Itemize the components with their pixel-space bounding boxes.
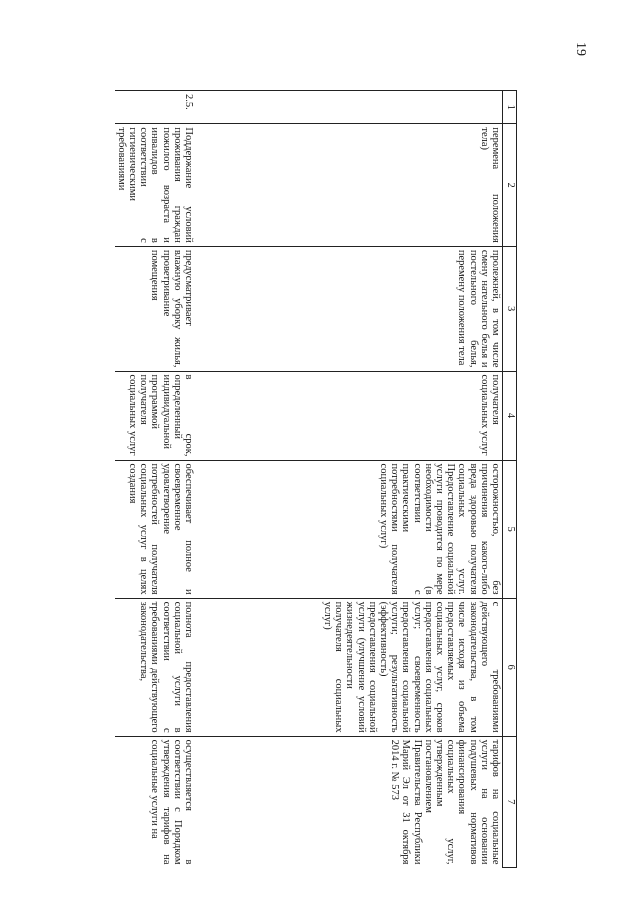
service-term: в срок, определенный индивидуальной программой получателя социальных услуг	[115, 371, 200, 460]
service-name: Поддержание условий проживания граждан пожилого возраста и инвалидов в соответствии с гигиеническими требованиями	[115, 124, 200, 246]
quality-indicators: полнота предоставления социальной услуги в соответствии с требованиями действующего законодательства,	[115, 598, 200, 736]
row-number	[200, 91, 503, 124]
service-description: предусматривает влажную уборку жилья, проветривание помещения	[115, 246, 200, 371]
quality-indicators: с требованиями действующего законодательства, в том числе исходя из объема предоставляемых социальных услуг, сроков предоставления социальных услуг; своевременность предоставления социальной услуги; результативность (эффективность) предоставления социальной услуги (улучшение условий жизнедеятельности получателя социальных услуг)	[200, 598, 503, 736]
funding-conditions: осуществляется в соответствии с Порядком утверждения тарифов на социальные услуги на	[115, 736, 200, 867]
header-cell: 1	[503, 91, 517, 124]
service-description: пролежней, в том числе смену нательного белья и постельного белья, перемену положения тела	[200, 246, 503, 371]
page-number: 19	[573, 42, 588, 56]
header-cell: 4	[503, 371, 517, 460]
service-standard: осторожностью, без причинения какого-либо вреда здоровью получателя социальных услуг. Предоставление социальной услуги проводится по мере необходимости (в соответствии с практическими потребностями получателя социальных услуг)	[200, 460, 503, 598]
service-term: получателя социальных услуг	[200, 371, 503, 460]
funding-conditions: тарифов на социальные услуги на основании подушевых нормативов финансирования социальных услуг, утвержденным постановлением Правительства Республики Марий Эл от 31 октября 2014 г. № 573	[200, 736, 503, 867]
service-standard: обеспечивает полное и своевременное удовлетворение потребностей получателя социальных услуг в целях создания	[115, 460, 200, 598]
header-cell: 2	[503, 124, 517, 246]
table-row	[200, 91, 503, 868]
table-row	[115, 91, 200, 868]
header-cell: 5	[503, 460, 517, 598]
header-cell: 6	[503, 598, 517, 736]
service-name: перемена положения тела)	[200, 124, 503, 246]
header-row	[503, 91, 517, 868]
header-cell: 7	[503, 736, 517, 867]
row-number: 2.5.	[115, 91, 200, 124]
document-table-rotated	[95, 90, 517, 868]
services-table	[115, 90, 517, 868]
header-cell: 3	[503, 246, 517, 371]
